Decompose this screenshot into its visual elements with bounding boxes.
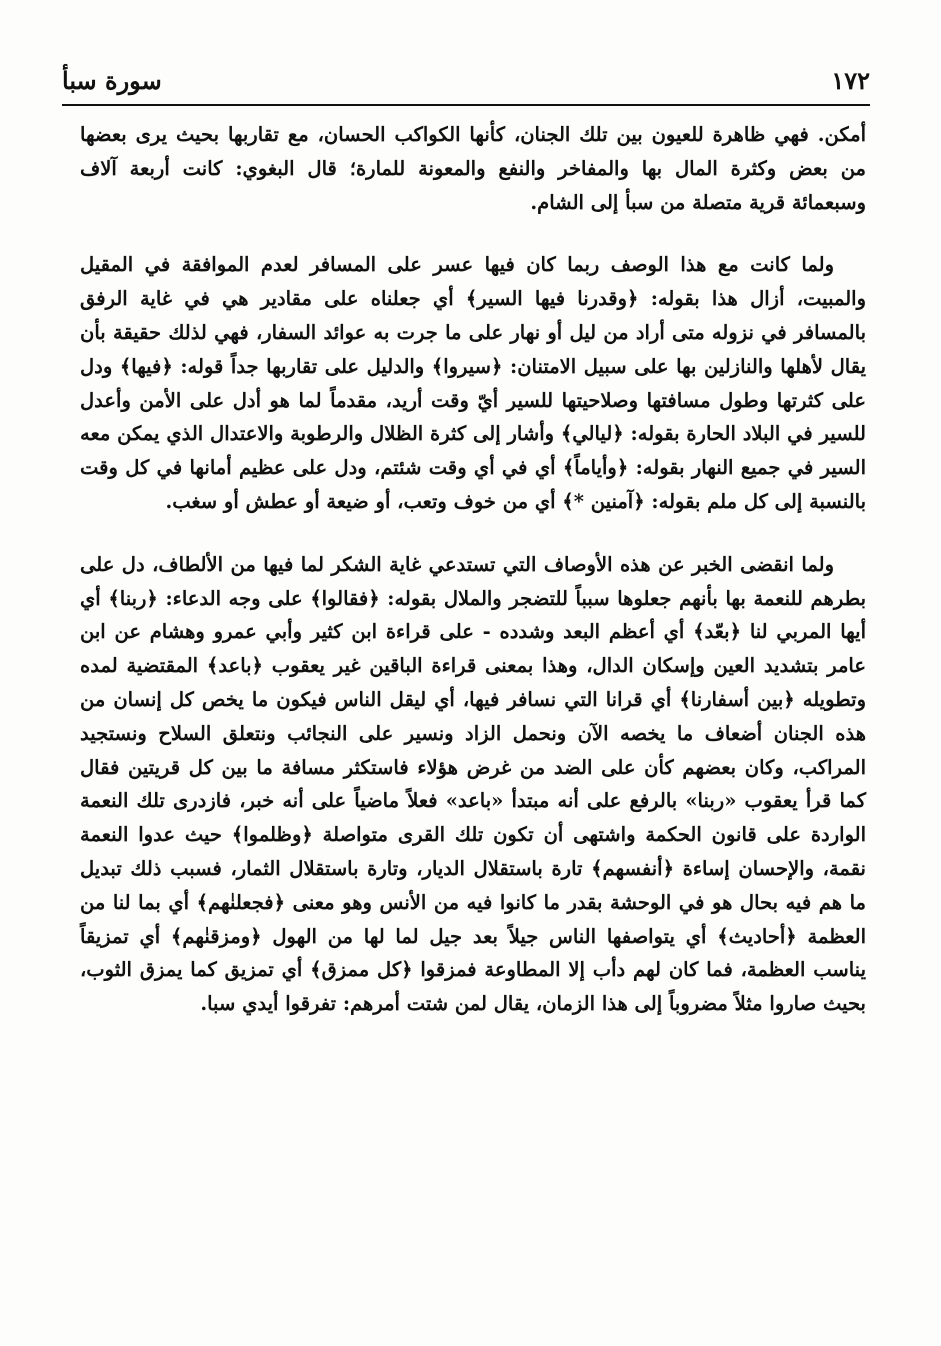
page-number: ١٧٢ — [831, 66, 870, 95]
header-divider — [62, 104, 870, 106]
body-text — [80, 118, 866, 1021]
surah-title: سورة سبأ — [62, 66, 162, 95]
paragraph-continuation: أمكن. فهي ظاهرة للعيون بين تلك الجنان، كأنها الكواكب الحسان، مع تقاربها بحيث يرى بعضها من بعض وكثرة المال بها والمفاخر والنفع والمعونة للمارة؛ قال البغوي: كانت أربعة آلاف وسبعمائة قرية متصلة من سبأ إلى الشام. — [80, 123, 866, 214]
paragraph-ingratitude: ولما انقضى الخبر عن هذه الأوصاف التي تستدعي غاية الشكر لما فيها من الألطاف، دل على بطرهم للنعمة بها بأنهم جعلوها سبباً للتضجر والملال بقوله: ﴿فقالوا﴾ على وجه الدعاء: ﴿ربنا﴾ أي أيها المربي لنا ﴿بعّد﴾ أي أعظم البعد وشدده - على قراءة ابن كثير وأبي عمرو وهشام عن ابن عامر بتشديد العين وإسكان الدال، وهذا بمعنى قراءة الباقين غير يعقوب ﴿باعد﴾ المقتضية لمده وتطويله ﴿بين أسفارنا﴾ أي قرانا التي نسافر فيها، أي ليقل الناس فيكون ما يخص كل إنسان من هذه الجنان أضعاف ما يخصه الآن ونحمل الزاد ونسير على النجائب ونتعلق السلاح ونستجيد المراكب، وكان بعضهم كأن على الضد من غرض هؤلاء فاستكثر مسافة ما بين كل قريتين فقال كما قرأ يعقوب «ربنا» بالرفع على أنه مبتدأ «باعد» فعلاً ماضياً على أنه خبر، فازدرى تلك النعمة الواردة على قانون الحكمة واشتهى أن تكون تلك القرى متواصلة ﴿وظلموا﴾ حيث عدوا النعمة نقمة، والإحسان إساءة ﴿أنفسهم﴾ تارة باستقلال الديار، وتارة باستقلال الثمار، فسبب ذلك تبديل ما هم فيه بحال هو في الوحشة بقدر ما كانوا فيه من الأنس وهو معنى ﴿فجعلنٰهم﴾ أي بما لنا من العظمة ﴿أحاديث﴾ أي يتواصفها الناس جيلاً بعد جيل لما لها من الهول ﴿ومزقنٰهم﴾ أي تمزيقاً يناسب العظمة، فما كان لهم دأب إلا المطاوعة فمزقوا ﴿كل ممزق﴾ أي تمزيق كما يمزق الثوب، بحيث صاروا مثلاً مضروباً إلى هذا الزمان، يقال لمن شتت أمرهم: تفرقوا أيدي سبا. — [80, 552, 867, 1016]
paragraph-journey: ولما كانت مع هذا الوصف ربما كان فيها عسر على المسافر لعدم الموافقة في المقيل والمبيت، أزال هذا بقوله: ﴿وقدرنا فيها السير﴾ أي جعلناه على مقادير هي في غاية الرفق بالمسافر في نزوله متى أراد من ليل أو نهار على ما جرت به عوائد السفار، فهي لذلك حقيقة بأن يقال لأهلها والنازلين بها على سبيل الامتنان: ﴿سيروا﴾ والدليل على تقاربها جداً قوله: ﴿فيها﴾ ودل على كثرتها وطول مسافتها وصلاحيتها للسير أيّ وقت أريد، مقدماً لما هو أدل على الأمن وأعدل للسير في البلاد الحارة بقوله: ﴿ليالي﴾ وأشار إلى كثرة الظلال والرطوبة والاعتدال الذي يمكن معه السير في جميع النهار بقوله: ﴿وأياماً﴾ أي في أي وقت شئتم، ودل على عظيم أمانها في كل وقت بالنسبة إلى كل ملم بقوله: ﴿آمنين *﴾ أي من خوف وتعب، أو ضيعة أو عطش أو سغب. — [80, 253, 866, 513]
running-header — [62, 66, 870, 96]
